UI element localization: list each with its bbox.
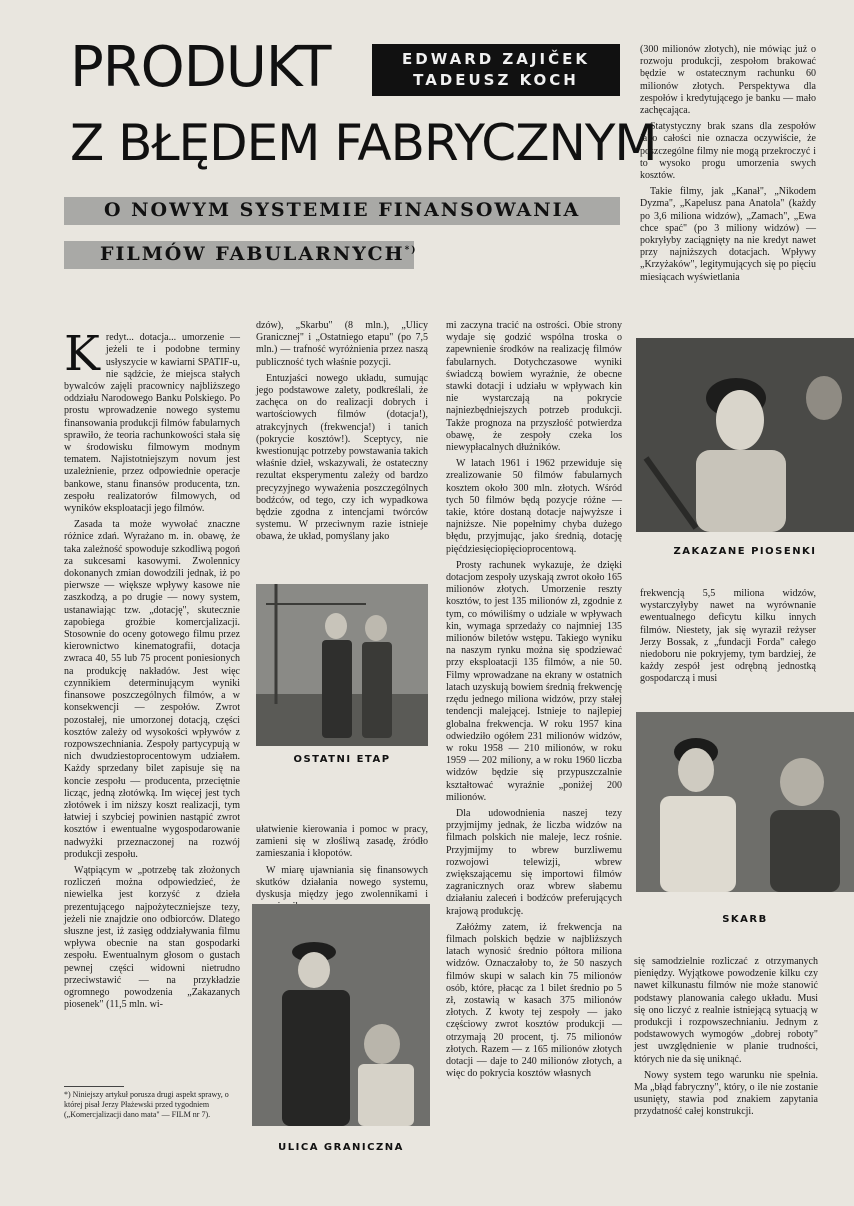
subtitle-line-2 — [100, 243, 418, 265]
caption-ulica-graniczna: ULICA GRANICZNA — [278, 1142, 404, 1153]
footnote: *) Niniejszy artykuł porusza drugi aspekt sprawy, o której pisał Jerzy Płażewski przed tygodniem („Komercjalizacji dano mata" — FILM nr 7). — [64, 1090, 229, 1119]
paragraph: Nowy system tego warunku nie spełnia. Ma „błąd fabryczny", który, o ile nie zostanie usunięty, stawia pod znakiem zapytania przydatność całej konstrukcji. — [634, 1069, 818, 1118]
paragraph: Takie filmy, jak „Kanał", „Nikodem Dyzma", „Kapelusz pana Anatola" (każdy po 3,6 miliona widzów), „Zamach", „Ewa chce spać" (po 3 miliony widzów) — pokryłyby zaciągnięty na nie kredyt nawet przy najniższych dotacjach. Wpływy „Krzyżaków", legitymujących się po pięciu miesiącach wyświetlania — [640, 186, 816, 283]
paragraph: Prosty rachunek wykazuje, że dzięki dotacjom zespoły uzyskają zwrot około 165 milionów złotych. Umorzenie reszty kosztów, to jest 135 milionów zł, zgodnie z tym, co mówiliśmy o udziale w wpływach kin, wymaga sprzedaży co najmniej 135 milionów biletów wstępu. Takiego wyniku na naszym rynku można się spodziewać przy eksploatacji 135 filmów, a nie 50. Filmy wprowadzane na ekrany w ostatnich latach uzyskują bowiem średnią frekwencję rzędu jednego miliona widzów, przy stałej tendencji malejącej. Istnieje to najlepiej globalna frekwencja. W roku 1957 kina odwiedziło ogółem 231 milionów widzów, w roku 1958 — 210 milionów, w roku 1959 — 202 miliony, a w roku 1960 liczba widzów będzie się przypuszczalnie kształtować wyraźnie „poniżej 200 milionów. — [446, 559, 622, 803]
column-right-top — [640, 44, 816, 314]
paragraph: frekwencją 5,5 miliona widzów, wystarczyłyby nawet na wyrównanie ewentualnego deficytu kilku innych filmów. Niestety, jak się wyraził reżyser Jerzy Bossak, z „fundacji Forda" całego niedoboru nie pokryjemy, tym bardziej, że każdy zespół jest odrębną jednostką gospodarczą i musi — [640, 588, 816, 685]
author-1: EDWARD ZAJIČEK — [402, 50, 590, 68]
paragraph: Entuzjaści nowego układu, sumując jego podstawowe zalety, podkreślali, że zachęca on do realizacji dobrych i wartościowych filmów (dotacja!), atrakcyjnych (frekwencja!) i tanich (pokrycie kosztów!). Sceptycy, nie kwestionując potrzeby powstawania takich właśnie dzieł, wskazywali, że ostateczny rezultat eksperymentu zależy od bardzo precyzyjnego wyważenia poszczególnych bodźców, od tego, czy ich wypadkowa będzie zgodna z intencjami twórców systemu. W przeciwnym razie istnieje obawa, że układ, pomyślany jako — [256, 372, 428, 543]
paragraph: ułatwienie kierowania i pomoc w pracy, zamieni się w złośliwą zasadę, źródło zamieszania i kłopotów. — [256, 824, 428, 860]
subtitle-line-1: O NOWYM SYSTEMIE FINANSOWANIA — [104, 199, 581, 221]
column-1 — [64, 320, 240, 1080]
paragraph: Dla udowodnienia naszej tezy przyjmijmy jednak, że liczba widzów na filmach polskich nie maleje, lecz rośnie. Przyjmijmy to wbrew burzliwemu rozwojowi telewizji, wbrew zwiększającemu się importowi filmów zagranicznych oraz wbrew słabemu działaniu zaleceń i bodźców preferujących krajową produkcję. — [446, 807, 622, 917]
title-line-1: PRODUKT — [70, 35, 331, 100]
paragraph: się samodzielnie rozliczać z otrzymanych pieniędzy. Wyjątkowe powodzenie kilku czy nawet kilkunastu filmów nie może stanowić podstawy planowania całego układu. Musi się ono liczyć z realnie istniejącą sytuacją w produkcji i rozpowszechnianiu. Jednym z podstawowych wymogów „dobrej roboty" jest uwzględnienie w planie trudności, których nie da się uniknąć. — [634, 956, 818, 1065]
paragraph: W latach 1961 i 1962 przewiduje się zrealizowanie 50 filmów fabularnych kosztem około 300 mln. złotych. Wśród tych 50 filmów będą pozycje różne — takie, które dostaną dotacje najwyższe i najniższe. Nie popełnimy chyba dużego błędu, przyjmując, jako średnią, dotację pięćdziesięciopięcioprocentową. — [446, 458, 622, 555]
caption-zakazane-piosenki: ZAKAZANE PIOSENKI — [673, 546, 817, 557]
drop-cap: K — [64, 326, 100, 383]
column-4-bottom — [634, 956, 818, 1171]
photo-ulica-graniczna — [252, 904, 430, 1126]
column-2-top — [256, 320, 428, 582]
subtitle-footnote-mark: *) — [404, 245, 418, 256]
column-2-bottom — [256, 824, 428, 900]
paragraph: mi zaczyna tracić na ostrości. Obie strony wydaje się godzić wspólna troska o zapewnienie środków na realizację filmów fabularnych. Dotychczasowe wyniki świadczą bowiem wyraźnie, że obecne stawki dotacji i udziału w wpływach kin nie wystarczają na pokrycie najniezbędniejszych potrzeb produkcji. Także prognoza na przyszłość potwierdza obawę, że zespoły czeka los niewypłacalnych dłużników. — [446, 320, 622, 454]
photo-skarb — [636, 712, 854, 892]
photo-ostatni-etap — [256, 584, 428, 746]
column-4-middle — [640, 588, 816, 698]
paragraph: W miarę ujawniania się finansowych skutków działania nowego systemu, dyskusja między jego zwolennikami i — [256, 864, 428, 901]
subtitle-line-2-text: FILMÓW FABULARNYCH — [100, 243, 405, 265]
author-2: TADEUSZ KOCH — [413, 71, 579, 89]
intro-paragraph — [64, 320, 240, 515]
caption-skarb: SKARB — [722, 914, 768, 925]
photo-zakazane-piosenki — [636, 338, 854, 532]
paragraph: Załóżmy zatem, iż frekwencja na filmach polskich będzie w najbliższych latach wynosić średnio półtora miliona widzów. Oznaczałoby to, że 50 naszych filmów skupi w salach kin 75 milionów osób, które, płacąc za 1 bilet średnio po 5 zł, zostawią w kasach 375 milionów złotych. Z kwoty tej zespoły — jako częściowy zwrot kosztów produkcji — otrzymają 20 procent, tj. 75 milionów złotych. Razem — z 165 milionów złotych dotacji — daje to 240 milionów złotych, a więc do pokrycia kosztów własnych — [446, 921, 622, 1080]
paragraph: Wątpiącym w „potrzebę tak złożonych rozliczeń można odpowiedzieć, że niewielka jest korzyść z dzieła prezentującego najpożyteczniejsze tezy, jeżeli nie znajdzie ono odbiorców. Dlatego słuszne jest, iż zasięg oddziaływania filmu wpływa obecnie na stan gospodarki zespołu. Ewentualnym głosom o gustach pewnej części widowni nietrudno przeciwstawić — na przykładzie ogromnego powodzenia „Zakazanych piosenek" (11,5 mln. wi- — [64, 864, 240, 1011]
paragraph: Zasada ta może wywołać znaczne różnice zdań. Wyrażano m. in. obawę, że taka zależność spowoduje szkodliwą pogoń za sukcesami kasowymi. Zwolennicy dokonanych zmian dowodzili jednak, iż po pierwsze — większe wpływy kasowe nie zaszkodzą, a po drugie — nowy system, ustanawiając tzw. „dotację", skutecznie zapobiega groźbie komercjalizacji. Stosownie do oceny gotowego filmu przez kierownictwo kinematografii, dotacja zwraca 40, 55 lub 75 procent poniesionych na produkcję nakładów. Jest więc czynnikiem determinującym wyniki finansowe poszczególnych filmów, a w konsekwencji — zespołów. Zwrot pozostałej, nie umorzonej dotacją, części kosztów zależy od wysokości wpływów z rozpowszechniania. Zespoły partycypują w nich dwudziestoprocentowym udziałem. Każdy sprzedany bilet zapisuje się na koncie zespołu — producenta, przeciętnie licząc, jedną złotówką. Im więcej jest tych złotówek i im niższy koszt realizacji, tym łatwiej i szybciej powinien nastąpić zwrot kosztów i ewentualne wygospodarowanie nadwyżki przeznaczonej na rozwój produkcji zespołu. — [64, 519, 240, 860]
footnote-rule — [64, 1086, 124, 1087]
paragraph: Statystyczny brak szans dla zespołów jako całości nie oznacza oczywiście, że poszczególne filmy nie mogą przekroczyć i to wysoko progu umorzenia swych kosztów. — [640, 121, 816, 182]
title-line-2: Z BŁĘDEM FABRYCZNYM — [70, 114, 657, 172]
column-3 — [446, 320, 622, 1165]
caption-ostatni-etap: OSTATNI ETAP — [293, 754, 391, 765]
paragraph: (300 milionów złotych), nie mówiąc już o rozwoju produkcji, zespołom brakować będzie w ostatecznym rachunku 60 milionów złotych. Perspektywa dla zespołów i kredytującego je banku — mało zachęcająca. — [640, 44, 816, 117]
intro-text: redyt... dotacja... umorzenie — jeżeli te i podobne terminy usłyszycie w kawiarni SPATIF-u, nie sądźcie, że miejsca stałych bywalców zajęli pracownicy najbliższego oddziału Narodowego Banku Polskiego. Po prostu wprowadzenie nowego systemu finansowania produkcji filmów fabularnych sprawiło, że teoria rachunkowości stała się w środowisku filmowym modnym tematem. Najistotniejszym novum jest uzależnienie, przez odpowiednie operacje bankowe, stanu finansów producenta, tzn. zespołu realizatorów filmowych, od wyników eksploatacji jego filmów. — [64, 332, 240, 515]
authors-box — [372, 44, 620, 96]
paragraph: dzów), „Skarbu" (8 mln.), „Ulicy Granicznej" i „Ostatniego etapu" (po 7,5 mln.) — trafność wyróżnienia przez naszą publiczność tych właśnie pozycji. — [256, 320, 428, 368]
